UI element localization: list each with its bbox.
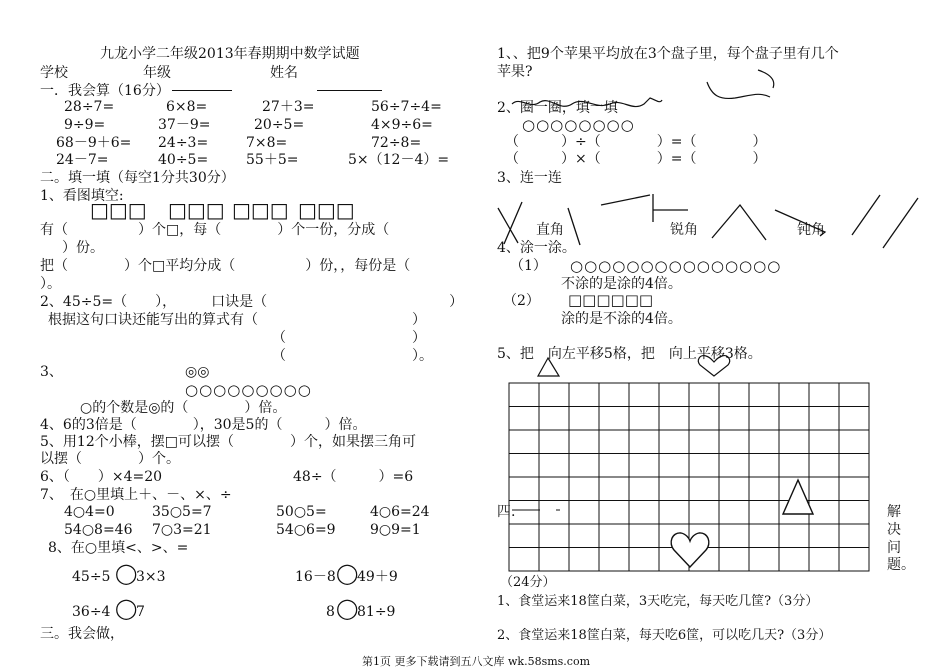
question-2-line: （ ） bbox=[272, 330, 426, 346]
calc-item: 24÷3= bbox=[158, 135, 209, 151]
double-circle-row: ◎◎ bbox=[185, 364, 210, 380]
square-group: □□□ bbox=[232, 198, 289, 222]
question-2: 2、45÷5=（ ）， 口诀是（ ） bbox=[40, 294, 464, 310]
circle-row: ○○○○○○○○○○○○○○○ bbox=[570, 257, 782, 275]
compare-circle: ◯ bbox=[336, 561, 359, 585]
circle-scribble bbox=[512, 98, 662, 107]
crossed-angle bbox=[498, 202, 522, 244]
acute-angle-shape bbox=[712, 205, 766, 240]
square-group: □□□ bbox=[168, 198, 225, 222]
question-1-line: ）。 bbox=[40, 276, 61, 292]
calc-item: 5×（12－4）= bbox=[348, 152, 450, 168]
angle-label-obtuse: 钝角 bbox=[797, 222, 825, 238]
compare-right: 81÷9 bbox=[357, 604, 396, 620]
calc-item: 9÷9= bbox=[64, 117, 106, 133]
right-question-5: 5、把 向左平移5格，把 向上平移3格。 bbox=[497, 346, 762, 362]
question-1-line: 有（ ）个□，每（ ）个一份，分成（ bbox=[40, 222, 390, 238]
square-group: □□□ bbox=[90, 198, 147, 222]
question-1-line: 把（ ）个□平均分成（ ）份，，每份是（ bbox=[40, 258, 411, 274]
calc-item: 7×8= bbox=[246, 135, 288, 151]
calc-item: 72÷8= bbox=[371, 135, 422, 151]
question-3: 3、 bbox=[40, 364, 63, 380]
compare-left: 8 bbox=[326, 604, 335, 620]
section-4-side: 解 bbox=[887, 504, 901, 520]
equation-line: （ ）×（ ）=（ ） bbox=[505, 151, 767, 167]
grid-heart bbox=[671, 533, 709, 567]
question-6: 6、（ ）×4=20 bbox=[40, 469, 163, 485]
angle-shapes bbox=[498, 194, 918, 248]
fill-item: 4○6=24 bbox=[370, 504, 430, 520]
compare-circle: ◯ bbox=[115, 561, 138, 585]
calc-item: 56÷7÷4= bbox=[371, 99, 442, 115]
question-7: 7、 在○里填上＋、－、×、÷ bbox=[40, 487, 232, 503]
fill-item: 9○9=1 bbox=[370, 522, 421, 538]
curve-scribble bbox=[758, 70, 774, 88]
obtuse-angle-shape bbox=[775, 210, 825, 236]
name-label: 姓名 bbox=[270, 65, 298, 81]
angle-label-acute: 锐角 bbox=[670, 222, 698, 238]
wavy-scribble bbox=[707, 82, 770, 98]
fill-item: 7○3=21 bbox=[152, 522, 212, 538]
obtuse-angle-shape bbox=[852, 195, 880, 235]
calc-item: 27＋3= bbox=[262, 99, 315, 115]
compare-circle: ◯ bbox=[115, 596, 138, 620]
fill-item: 54○8=46 bbox=[64, 522, 133, 538]
fill-item: 35○5=7 bbox=[152, 504, 212, 520]
calc-item: 68－9＋6= bbox=[56, 135, 132, 151]
calc-item: 20÷5= bbox=[254, 117, 305, 133]
compare-left: 45÷5 bbox=[72, 569, 111, 585]
section-4-side: 问 bbox=[887, 540, 901, 556]
question-2-line: 根据这句口诀还能写出的算式有（ ） bbox=[48, 312, 426, 328]
section-4-side: 决 bbox=[887, 522, 901, 538]
compare-right: 7 bbox=[136, 604, 145, 620]
square-group: □□□ bbox=[298, 198, 355, 222]
problem-2: 2、食堂运来18筐白菜，每天吃6筐，可以吃几天?（3分） bbox=[497, 628, 832, 643]
fill-item: 54○6=9 bbox=[276, 522, 336, 538]
equation-line: （ ）÷（ ）=（ ） bbox=[505, 134, 767, 150]
calc-item: 24－7= bbox=[56, 152, 109, 168]
circle-row: ○○○○○○○○○ bbox=[185, 381, 312, 399]
question-2-line: （ ）。 bbox=[272, 348, 433, 364]
calc-item: 28÷7= bbox=[64, 99, 115, 115]
acute-angle-shape bbox=[883, 198, 918, 248]
angle-line bbox=[568, 208, 580, 245]
compare-right: 49＋9 bbox=[357, 569, 398, 585]
question-3-line: ○的个数是◎的（ ）倍。 bbox=[80, 400, 287, 416]
section-3-heading: 三。我会做， bbox=[40, 626, 124, 642]
fill-item: 50○5= bbox=[276, 504, 327, 520]
fill-item: 4○4=0 bbox=[64, 504, 115, 520]
section-4-side: 题。 bbox=[887, 557, 915, 573]
sub-label: （2） bbox=[503, 293, 540, 309]
square-group: □□□□□□ bbox=[568, 291, 654, 309]
circle-row: ○○○○○○○○ bbox=[522, 116, 635, 134]
sub-label: （1） bbox=[510, 258, 547, 274]
page-title: 九龙小学二年级2013年春期期中数学试题 bbox=[100, 46, 360, 62]
question-4: 4、6的3倍是（ ），30是5的（ ）倍。 bbox=[40, 417, 367, 433]
question-8: 8、在○里填<、>、= bbox=[48, 540, 189, 556]
right-question-3: 3、连一连 bbox=[497, 170, 562, 186]
right-question-1-line: 苹果? bbox=[497, 64, 533, 80]
question-5: 5、用12个小棒，摆□可以摆（ ）个，如果摆三角可 bbox=[40, 434, 416, 450]
section-4-label: 四. bbox=[497, 504, 516, 520]
question-4-line: 涂的是不涂的4倍。 bbox=[561, 311, 682, 327]
right-angle-shape bbox=[653, 194, 688, 222]
calc-item: 6×8= bbox=[166, 99, 208, 115]
calc-item: 55＋5= bbox=[246, 152, 299, 168]
right-angle-shape bbox=[601, 195, 650, 205]
right-question-1: 1、、把9个苹果平均放在3个盘子里，每个盘子里有几个 bbox=[497, 46, 839, 62]
compare-left: 36÷4 bbox=[72, 604, 111, 620]
problem-1: 1、食堂运来18筐白菜，3天吃完，每天吃几筐?（3分） bbox=[497, 594, 819, 609]
compare-circle: ◯ bbox=[336, 596, 359, 620]
calc-item: 4×9÷6= bbox=[371, 117, 433, 133]
question-6: 48÷（ ）=6 bbox=[293, 469, 414, 485]
calc-item: 40÷5= bbox=[158, 152, 209, 168]
calc-item: 37－9= bbox=[158, 117, 211, 133]
right-question-4: 4、涂一涂。 bbox=[497, 240, 576, 256]
section-1-heading: 一．我会算（16分） bbox=[40, 83, 170, 99]
compare-right: 3×3 bbox=[136, 569, 166, 585]
triangle-icon bbox=[538, 358, 559, 376]
question-4-line: 不涂的是涂的4倍。 bbox=[561, 276, 682, 292]
question-1-line: ）份。 bbox=[62, 240, 104, 256]
grade-label: 年级 bbox=[143, 65, 171, 81]
angle-label-right: 直角 bbox=[536, 222, 564, 238]
compare-left: 16－8 bbox=[295, 569, 336, 585]
school-label: 学校 bbox=[40, 65, 68, 81]
right-question-2: 2、圈一圈，填一填 bbox=[497, 100, 618, 116]
section-4-score: （24分） bbox=[500, 575, 556, 590]
section-2-heading: 二。填一填（每空1分共30分） bbox=[40, 170, 235, 186]
question-5-line: 以摆（ ）个。 bbox=[40, 451, 180, 467]
page-footer: 第1页 更多下载请到五八文库 wk.58sms.com bbox=[362, 655, 590, 668]
heart-icon bbox=[698, 356, 729, 376]
question-1: 1、看图填空: bbox=[40, 188, 124, 204]
